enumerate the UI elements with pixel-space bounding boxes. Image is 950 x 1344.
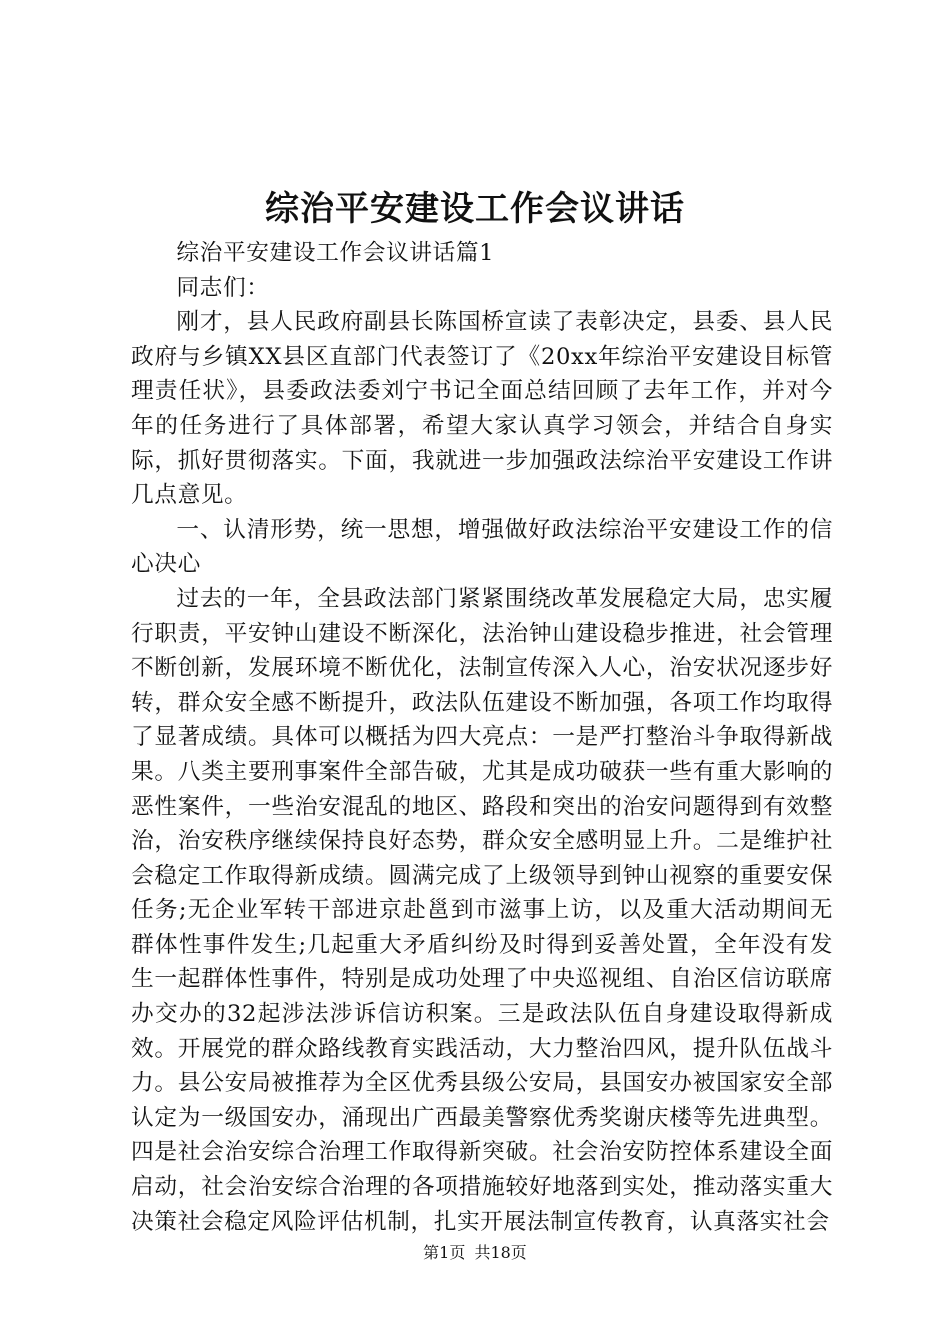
page-number-footer: 第1页 共18页	[423, 1243, 527, 1262]
section-heading: 综治平安建设工作会议讲话篇1	[176, 240, 495, 266]
body-paragraph: 刚才，县人民政府副县长陈国桥宣读了表彰决定，县委、县人民政府与乡镇XX县区直部门代表签订了《20xx年综治平安建设目标管理责任状》，县委政法委刘宁书记全面总结回顾了去年工作，并对今年的任务进行了具体部署，希望大家认真学习领会，并结合自身实际，抓好贯彻落实。下面，我就进一步加强政法综治平安建设工作讲几点意见。	[131, 309, 833, 509]
document-title: 综治平安建设工作会议讲话	[265, 189, 685, 229]
subsection-heading: 一、认清形势，统一思想，增强做好政法综治平安建设工作的信心决心	[131, 516, 833, 578]
document-body	[131, 236, 833, 1239]
body-paragraph: 过去的一年，全县政法部门紧紧围绕改革发展稳定大局，忠实履行职责，平安钟山建设不断深化，法治钟山建设稳步推进，社会管理不断创新，发展环境不断优化，法制宣传深入人心，治安状况逐步好转，群众安全感不断提升，政法队伍建设不断加强，各项工作均取得了显著成绩。具体可以概括为四大亮点：一是严打整治斗争取得新战果。八类主要刑事案件全部告破，尤其是成功破获一些有重大影响的恶性案件，一些治安混乱的地区、路段和突出的治安问题得到有效整治，治安秩序继续保持良好态势，群众安全感明显上升。二是维护社会稳定工作取得新成绩。圆满完成了上级领导到钟山视察的重要安保任务;无企业军转干部进京赴邕到市滋事上访，以及重大活动期间无群体性事件发生;几起重大矛盾纠纷及时得到妥善处置，全年没有发生一起群体性事件，特别是成功处理了中央巡视组、自治区信访联席办交办的32起涉法涉诉信访积案。三是政法队伍自身建设取得新成效。开展党的群众路线教育实践活动，大力整治四风，提升队伍战斗力。县公安局被推荐为全区优秀县级公安局，县国安办被国家安全部认定为一级国安办，涌现出广西最美警察优秀奖谢庆楼等先进典型。四是社会治安综合治理工作取得新突破。社会治安防控体系建设全面启动，社会治安综合治理的各项措施较好地落到实处，推动落实重大决策社会稳定风险评估机制，扎实开展法制宣传教育，认真落实社会	[131, 585, 833, 1235]
salutation: 同志们：	[176, 274, 270, 301]
